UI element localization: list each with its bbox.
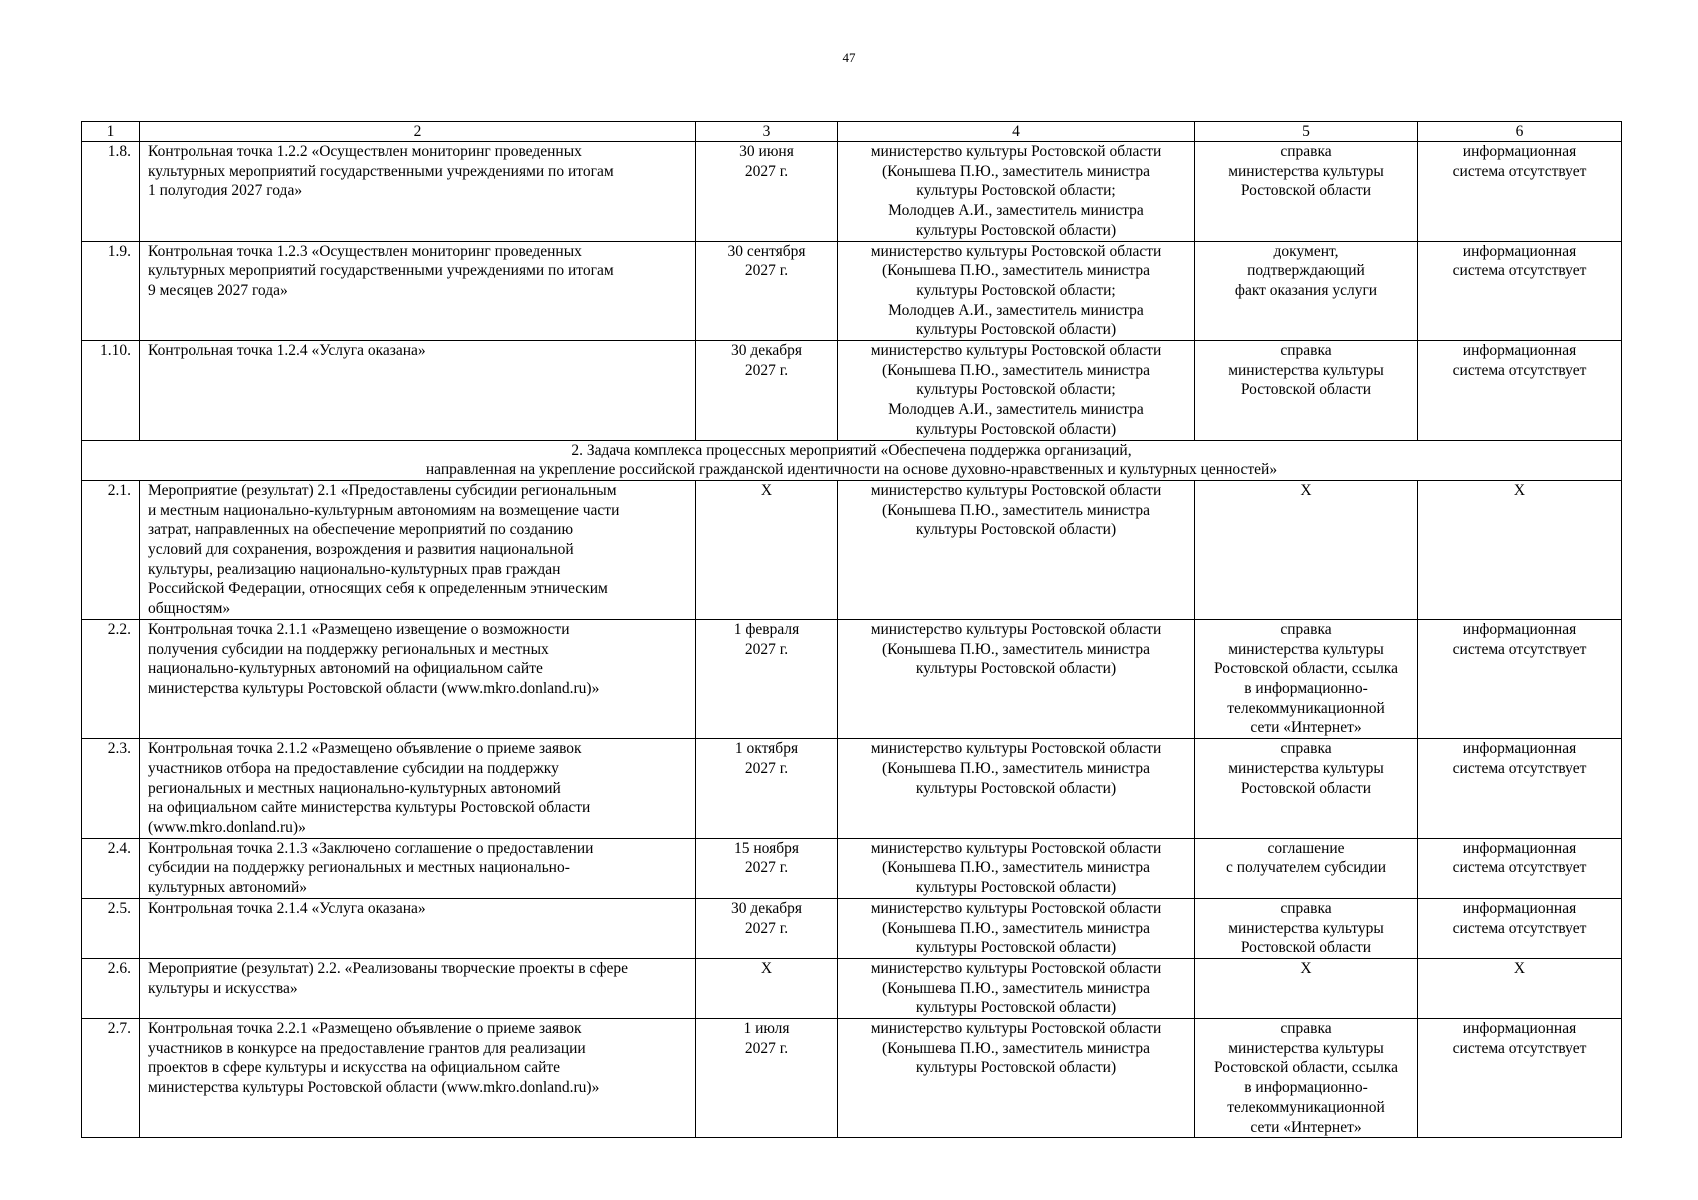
activity-description-cell bbox=[140, 341, 696, 441]
deadline-date-cell bbox=[696, 142, 838, 242]
information-system-cell bbox=[1418, 958, 1622, 1018]
activity-description-cell bbox=[140, 480, 696, 619]
information-system-line: информационная bbox=[1462, 740, 1577, 758]
section-title-line: направленная на укрепление российской гражданской идентичности на основе духовно-нравственных и культурных ценностей» bbox=[425, 461, 1278, 479]
information-system-line: система отсутствует bbox=[1452, 1039, 1587, 1057]
confirming-document-line: X bbox=[1300, 959, 1312, 977]
activity-description-line: культурных мероприятий государственными учреждениями по итогам bbox=[148, 162, 614, 180]
confirming-document-cell bbox=[1195, 341, 1418, 441]
responsible-executor-cell bbox=[838, 1019, 1195, 1138]
confirming-document-line: X bbox=[1300, 481, 1312, 499]
activity-description-line: 1 полугодия 2027 года» bbox=[148, 182, 303, 200]
activity-description-line: общностям» bbox=[148, 600, 231, 618]
row-number-cell: 2.1. bbox=[82, 480, 140, 619]
deadline-date-cell bbox=[696, 480, 838, 619]
activity-description-line: на официальном сайте министерства культуры Ростовской области bbox=[148, 799, 591, 817]
information-system-cell bbox=[1418, 1019, 1622, 1138]
responsible-executor-line: культуры Ростовской области) bbox=[915, 1059, 1117, 1077]
deadline-date-cell bbox=[696, 739, 838, 839]
responsible-executor-line: культуры Ростовской области) bbox=[915, 879, 1117, 897]
row-number-cell: 2.2. bbox=[82, 619, 140, 738]
responsible-executor-line: Молодцев А.И., заместитель министра bbox=[888, 401, 1144, 419]
deadline-date-line: 2027 г. bbox=[744, 1039, 789, 1057]
section-title bbox=[82, 440, 1622, 480]
information-system-line: информационная bbox=[1462, 620, 1577, 638]
activity-description-cell bbox=[140, 739, 696, 839]
deadline-date-cell bbox=[696, 898, 838, 958]
activity-description-line: Контрольная точка 2.2.1 «Размещено объявление о приеме заявок bbox=[148, 1020, 582, 1038]
confirming-document-cell bbox=[1195, 241, 1418, 341]
responsible-executor-cell bbox=[838, 341, 1195, 441]
deadline-date-line: 1 февраля bbox=[733, 620, 800, 638]
information-system-line: система отсутствует bbox=[1452, 640, 1587, 658]
confirming-document-line: с получателем субсидии bbox=[1225, 859, 1387, 877]
confirming-document-line: факт оказания услуги bbox=[1234, 281, 1378, 299]
responsible-executor-line: культуры Ростовской области) bbox=[915, 321, 1117, 339]
deadline-date-cell bbox=[696, 341, 838, 441]
deadline-date-line: 2027 г. bbox=[744, 262, 789, 280]
activity-description-line: Контрольная точка 2.1.4 «Услуга оказана» bbox=[148, 899, 426, 917]
confirming-document-line: справка bbox=[1280, 620, 1332, 638]
table-row bbox=[82, 739, 1622, 839]
responsible-executor-line: (Конышева П.Ю., заместитель министра bbox=[881, 979, 1151, 997]
information-system-line: система отсутствует bbox=[1452, 361, 1587, 379]
responsible-executor-line: министерство культуры Ростовской области bbox=[870, 143, 1162, 160]
activity-description-line: получения субсидии на поддержку региональных и местных bbox=[148, 640, 549, 658]
table-row bbox=[82, 241, 1622, 341]
activity-description-cell bbox=[140, 958, 696, 1018]
deadline-date-cell bbox=[696, 241, 838, 341]
responsible-executor-line: (Конышева П.Ю., заместитель министра bbox=[881, 501, 1151, 519]
activity-description-line: 9 месяцев 2027 года» bbox=[148, 281, 288, 299]
table-row bbox=[82, 480, 1622, 619]
deadline-date-line: 30 сентября bbox=[727, 242, 806, 260]
responsible-executor-line: Молодцев А.И., заместитель министра bbox=[888, 301, 1144, 319]
confirming-document-line: в информационно- bbox=[1244, 1079, 1368, 1097]
information-system-line: система отсутствует bbox=[1452, 759, 1587, 777]
responsible-executor-cell bbox=[838, 142, 1195, 242]
page-number: 47 bbox=[842, 50, 856, 65]
confirming-document-line: Ростовской области bbox=[1240, 381, 1372, 399]
information-system-cell bbox=[1418, 619, 1622, 738]
activity-description-line: министерства культуры Ростовской области (www.mkro.donland.ru)» bbox=[148, 1079, 600, 1097]
information-system-line: система отсутствует bbox=[1452, 859, 1587, 877]
responsible-executor-line: культуры Ростовской области; bbox=[916, 381, 1116, 399]
deadline-date-line: 15 ноября bbox=[733, 839, 800, 857]
header-cell-6: 6 bbox=[1418, 122, 1622, 142]
row-number-cell: 2.3. bbox=[82, 739, 140, 839]
deadline-date-line: X bbox=[760, 959, 773, 977]
confirming-document-line: справка bbox=[1280, 1020, 1332, 1038]
deadline-date-line: 2027 г. bbox=[744, 162, 789, 180]
row-number-cell: 2.6. bbox=[82, 958, 140, 1018]
activity-description-line: культуры и искусства» bbox=[148, 979, 298, 997]
deadline-date-line: 2027 г. bbox=[744, 759, 789, 777]
confirming-document-line: сети «Интернет» bbox=[1250, 719, 1362, 737]
responsible-executor-line: министерство культуры Ростовской области bbox=[870, 242, 1162, 260]
responsible-executor-line: культуры Ростовской области) bbox=[915, 420, 1117, 438]
confirming-document-line: Ростовской области bbox=[1240, 182, 1372, 200]
plan-table-body bbox=[82, 122, 1622, 1138]
responsible-executor-line: министерство культуры Ростовской области bbox=[870, 342, 1162, 360]
responsible-executor-line: (Конышева П.Ю., заместитель министра bbox=[881, 361, 1151, 379]
information-system-line: информационная bbox=[1462, 1020, 1577, 1038]
deadline-date-line: 2027 г. bbox=[744, 640, 789, 658]
responsible-executor-line: Молодцев А.И., заместитель министра bbox=[888, 202, 1144, 220]
activity-description-line: затрат, направленных на обеспечение мероприятий по созданию bbox=[148, 521, 574, 539]
responsible-executor-line: (Конышева П.Ю., заместитель министра bbox=[881, 1039, 1151, 1057]
table-row bbox=[82, 619, 1622, 738]
activity-description-line: культуры, реализацию национально-культурных прав граждан bbox=[148, 560, 561, 578]
deadline-date-line: 2027 г. bbox=[744, 361, 789, 379]
header-cell-1: 1 bbox=[82, 122, 140, 142]
confirming-document-cell bbox=[1195, 898, 1418, 958]
plan-table bbox=[81, 121, 1622, 1138]
confirming-document-line: справка bbox=[1280, 143, 1332, 160]
responsible-executor-cell bbox=[838, 898, 1195, 958]
activity-description-line: культурных автономий» bbox=[148, 879, 308, 897]
confirming-document-line: справка bbox=[1280, 342, 1332, 360]
responsible-executor-line: министерство культуры Ростовской области bbox=[870, 899, 1162, 917]
confirming-document-cell bbox=[1195, 838, 1418, 898]
activity-description-line: Мероприятие (результат) 2.2. «Реализованы творческие проекты в сфере bbox=[148, 959, 629, 977]
information-system-line: система отсутствует bbox=[1452, 162, 1587, 180]
activity-description-line: (www.mkro.donland.ru)» bbox=[148, 818, 306, 836]
responsible-executor-line: министерство культуры Ростовской области bbox=[870, 620, 1162, 638]
activity-description-line: Контрольная точка 2.1.2 «Размещено объявление о приеме заявок bbox=[148, 740, 582, 758]
section-row bbox=[82, 440, 1622, 480]
responsible-executor-line: культуры Ростовской области) bbox=[915, 221, 1117, 239]
row-number-cell: 2.4. bbox=[82, 838, 140, 898]
deadline-date-line: 30 июня bbox=[739, 143, 794, 160]
information-system-cell bbox=[1418, 739, 1622, 839]
table-row bbox=[82, 341, 1622, 441]
deadline-date-line: 1 июля bbox=[743, 1020, 790, 1038]
information-system-line: информационная bbox=[1462, 899, 1577, 917]
activity-description-line: Контрольная точка 1.2.2 «Осуществлен мониторинг проведенных bbox=[148, 143, 582, 160]
confirming-document-line: телекоммуникационной bbox=[1227, 699, 1385, 717]
responsible-executor-line: культуры Ростовской области) bbox=[915, 999, 1117, 1017]
activity-description-line: региональных и местных национально-культурных автономий bbox=[148, 779, 561, 797]
confirming-document-line: Ростовской области, ссылка bbox=[1214, 1059, 1398, 1077]
responsible-executor-cell bbox=[838, 241, 1195, 341]
row-number-cell: 2.7. bbox=[82, 1019, 140, 1138]
table-header-row bbox=[82, 122, 1622, 142]
activity-description-cell bbox=[140, 142, 696, 242]
confirming-document-line: министерства культуры bbox=[1228, 1039, 1384, 1057]
confirming-document-cell bbox=[1195, 619, 1418, 738]
confirming-document-line: Ростовской области, ссылка bbox=[1214, 660, 1398, 678]
information-system-line: информационная bbox=[1462, 342, 1577, 360]
responsible-executor-line: министерство культуры Ростовской области bbox=[870, 1020, 1162, 1038]
confirming-document-line: соглашение bbox=[1267, 839, 1345, 857]
responsible-executor-cell bbox=[838, 619, 1195, 738]
header-cell-2: 2 bbox=[140, 122, 696, 142]
confirming-document-line: в информационно- bbox=[1244, 680, 1368, 698]
responsible-executor-line: культуры Ростовской области) bbox=[915, 939, 1117, 957]
confirming-document-line: Ростовской области bbox=[1240, 939, 1372, 957]
information-system-line: информационная bbox=[1462, 143, 1577, 160]
header-cell-4: 4 bbox=[838, 122, 1195, 142]
activity-description-cell bbox=[140, 241, 696, 341]
activity-description-line: проектов в сфере культуры и искусства на официальном сайте bbox=[148, 1059, 561, 1077]
responsible-executor-line: министерство культуры Ростовской области bbox=[870, 839, 1162, 857]
responsible-executor-line: культуры Ростовской области; bbox=[916, 281, 1116, 299]
activity-description-line: культурных мероприятий государственными учреждениями по итогам bbox=[148, 262, 614, 280]
information-system-cell bbox=[1418, 838, 1622, 898]
confirming-document-line: документ, bbox=[1273, 242, 1339, 260]
information-system-cell bbox=[1418, 142, 1622, 242]
row-number-cell: 1.10. bbox=[82, 341, 140, 441]
responsible-executor-line: (Конышева П.Ю., заместитель министра bbox=[881, 759, 1151, 777]
deadline-date-line: X bbox=[760, 481, 773, 499]
confirming-document-line: телекоммуникационной bbox=[1227, 1098, 1385, 1116]
confirming-document-line: сети «Интернет» bbox=[1250, 1118, 1362, 1136]
responsible-executor-line: (Конышева П.Ю., заместитель министра bbox=[881, 859, 1151, 877]
activity-description-cell bbox=[140, 1019, 696, 1138]
activity-description-line: министерства культуры Ростовской области (www.mkro.donland.ru)» bbox=[148, 680, 600, 698]
activity-description-line: Контрольная точка 2.1.1 «Размещено извещение о возможности bbox=[148, 620, 570, 638]
confirming-document-line: справка bbox=[1280, 740, 1332, 758]
activity-description-line: Контрольная точка 2.1.3 «Заключено соглашение о предоставлении bbox=[148, 839, 594, 857]
header-cell-3: 3 bbox=[696, 122, 838, 142]
responsible-executor-line: культуры Ростовской области; bbox=[916, 182, 1116, 200]
information-system-cell bbox=[1418, 898, 1622, 958]
information-system-line: система отсутствует bbox=[1452, 919, 1587, 937]
information-system-cell bbox=[1418, 480, 1622, 619]
table-row bbox=[82, 958, 1622, 1018]
responsible-executor-cell bbox=[838, 480, 1195, 619]
deadline-date-cell bbox=[696, 1019, 838, 1138]
confirming-document-line: министерства культуры bbox=[1228, 640, 1384, 658]
activity-description-line: участников в конкурсе на предоставление грантов для реализации bbox=[148, 1039, 586, 1057]
responsible-executor-line: культуры Ростовской области) bbox=[915, 779, 1117, 797]
responsible-executor-line: министерство культуры Ростовской области bbox=[870, 740, 1162, 758]
deadline-date-line: 2027 г. bbox=[744, 919, 789, 937]
responsible-executor-line: (Конышева П.Ю., заместитель министра bbox=[881, 919, 1151, 937]
confirming-document-line: подтверждающий bbox=[1247, 262, 1365, 280]
activity-description-line: участников отбора на предоставление субсидии на поддержку bbox=[148, 759, 559, 777]
information-system-line: система отсутствует bbox=[1452, 262, 1587, 280]
confirming-document-cell bbox=[1195, 480, 1418, 619]
deadline-date-cell bbox=[696, 619, 838, 738]
information-system-line: информационная bbox=[1462, 839, 1577, 857]
table-row bbox=[82, 838, 1622, 898]
responsible-executor-line: (Конышева П.Ю., заместитель министра bbox=[881, 640, 1151, 658]
confirming-document-line: министерства культуры bbox=[1228, 162, 1384, 180]
confirming-document-line: справка bbox=[1280, 899, 1332, 917]
responsible-executor-line: (Конышева П.Ю., заместитель министра bbox=[881, 262, 1151, 280]
confirming-document-cell bbox=[1195, 958, 1418, 1018]
confirming-document-line: министерства культуры bbox=[1228, 759, 1384, 777]
information-system-line: информационная bbox=[1462, 242, 1577, 260]
confirming-document-cell bbox=[1195, 142, 1418, 242]
responsible-executor-line: министерство культуры Ростовской области bbox=[870, 481, 1162, 499]
table-row bbox=[82, 142, 1622, 242]
section-title-line: 2. Задача комплекса процессных мероприятий «Обеспечена поддержка организаций, bbox=[571, 441, 1132, 459]
confirming-document-cell bbox=[1195, 1019, 1418, 1138]
activity-description-line: национально-культурных автономий на официальном сайте bbox=[148, 660, 543, 678]
table-row bbox=[82, 898, 1622, 958]
activity-description-line: и местным национально-культурным автономиям на возмещение части bbox=[148, 501, 620, 519]
activity-description-cell bbox=[140, 838, 696, 898]
activity-description-line: условий для сохранения, возрождения и развития национальной bbox=[148, 541, 574, 559]
header-cell-5: 5 bbox=[1195, 122, 1418, 142]
activity-description-line: Российской Федерации, относящих себя к определенным этническим bbox=[148, 580, 608, 598]
confirming-document-cell bbox=[1195, 739, 1418, 839]
deadline-date-line: 2027 г. bbox=[744, 859, 789, 877]
activity-description-line: Контрольная точка 1.2.3 «Осуществлен мониторинг проведенных bbox=[148, 242, 582, 260]
responsible-executor-line: (Конышева П.Ю., заместитель министра bbox=[881, 162, 1151, 180]
table-row bbox=[82, 1019, 1622, 1138]
information-system-line: X bbox=[1513, 959, 1526, 977]
activity-description-line: Мероприятие (результат) 2.1 «Предоставлены субсидии региональным bbox=[148, 481, 617, 499]
deadline-date-cell bbox=[696, 838, 838, 898]
information-system-cell bbox=[1418, 241, 1622, 341]
activity-description-line: Контрольная точка 1.2.4 «Услуга оказана» bbox=[148, 342, 426, 360]
responsible-executor-cell bbox=[838, 838, 1195, 898]
confirming-document-line: министерства культуры bbox=[1228, 919, 1384, 937]
responsible-executor-line: культуры Ростовской области) bbox=[915, 660, 1117, 678]
row-number-cell: 1.8. bbox=[82, 142, 140, 242]
responsible-executor-cell bbox=[838, 739, 1195, 839]
responsible-executor-line: культуры Ростовской области) bbox=[915, 521, 1117, 539]
deadline-date-line: 1 октября bbox=[734, 740, 799, 758]
deadline-date-cell bbox=[696, 958, 838, 1018]
confirming-document-line: министерства культуры bbox=[1228, 361, 1384, 379]
responsible-executor-line: министерство культуры Ростовской области bbox=[870, 959, 1162, 977]
activity-description-line: субсидии на поддержку региональных и местных национально- bbox=[148, 859, 570, 877]
responsible-executor-cell bbox=[838, 958, 1195, 1018]
row-number-cell: 2.5. bbox=[82, 898, 140, 958]
deadline-date-line: 30 декабря bbox=[730, 342, 803, 360]
information-system-cell bbox=[1418, 341, 1622, 441]
deadline-date-line: 30 декабря bbox=[730, 899, 803, 917]
activity-description-cell bbox=[140, 898, 696, 958]
information-system-line: X bbox=[1513, 481, 1526, 499]
confirming-document-line: Ростовской области bbox=[1240, 779, 1372, 797]
row-number-cell: 1.9. bbox=[82, 241, 140, 341]
activity-description-cell bbox=[140, 619, 696, 738]
